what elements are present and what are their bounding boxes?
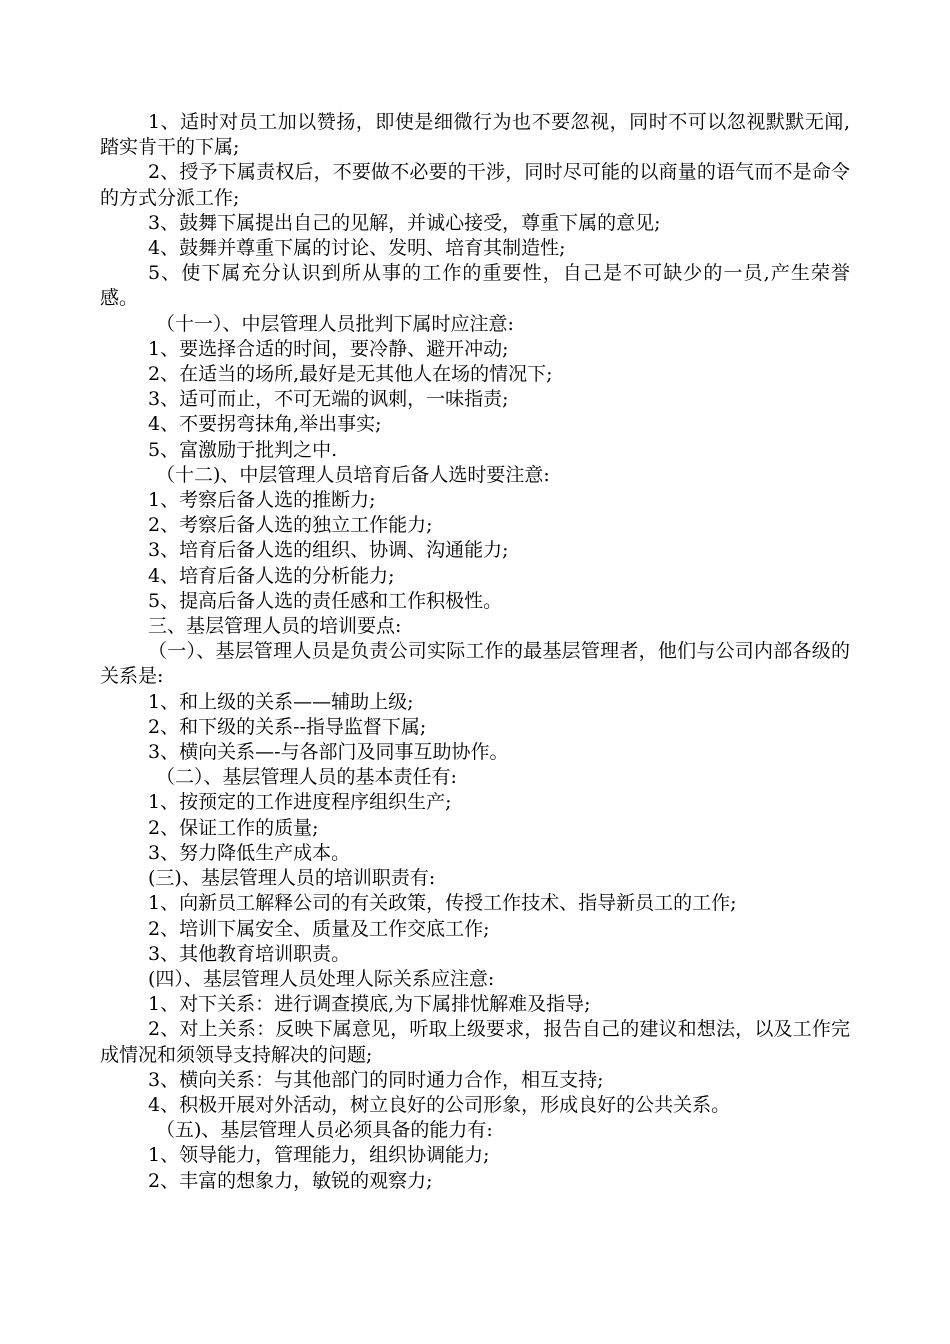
document-paragraph: 1、适时对员工加以赞扬，即使是细微行为也不要忽视，同时不可以忽视默默无闻,踏实肯干的下属; <box>100 111 850 159</box>
document-paragraph: 4、积极开展对外活动，树立良好的公司形象，形成良好的公共关系。 <box>148 1093 731 1116</box>
document-body <box>100 110 850 1194</box>
document-paragraph: 2、保证工作的质量; <box>148 816 319 839</box>
document-paragraph: 3、横向关系—-与各部门及同事互助协作。 <box>148 741 509 764</box>
document-paragraph: （一）、基层管理人员是负责公司实际工作的最基层管理者，他们与公司内部各级的关系是: <box>100 640 850 688</box>
document-paragraph: 1、对下关系：进行调查摸底,为下属排忧解难及指导; <box>148 993 591 1016</box>
document-paragraph: 1、向新员工解释公司的有关政策，传授工作技术、指导新员工的工作; <box>148 892 737 915</box>
document-paragraph: 2、授予下属责权后，不要做不必要的干涉，同时尽可能的以商量的语气而不是命令的方式分派工作; <box>100 161 850 209</box>
document-paragraph: （十一）、中层管理人员批判下属时应注意: <box>156 312 514 335</box>
document-paragraph: (三)、基层管理人员的培训职责有: <box>148 867 436 890</box>
document-paragraph: 1、考察后备人选的推断力; <box>148 489 376 512</box>
document-paragraph: 1、要选择合适的时间，要冷静、避开冲动; <box>148 337 509 360</box>
document-paragraph: 4、鼓舞并尊重下属的讨论、发明、培育其制造性; <box>148 237 566 260</box>
document-paragraph: 1、和上级的关系——辅助上级; <box>148 690 414 713</box>
document-paragraph: (四）、基层管理人员处理人际关系应注意: <box>148 967 495 990</box>
document-paragraph: 2、培训下属安全、质量及工作交底工作; <box>148 917 490 940</box>
document-paragraph: （五)、基层管理人员必须具备的能力有: <box>156 1119 493 1142</box>
document-paragraph: 2、和下级的关系--指导监督下属; <box>148 715 427 738</box>
document-paragraph: （十二)、中层管理人员培育后备人选时要注意: <box>156 463 550 486</box>
document-paragraph: 5、富激励于批判之中. <box>148 438 338 461</box>
document-paragraph: 3、鼓舞下属提出自己的见解，并诚心接受，尊重下属的意见; <box>148 211 661 234</box>
document-paragraph: 三、基层管理人员的培训要点: <box>148 615 402 638</box>
document-paragraph: 1、领导能力，管理能力，组织协调能力; <box>148 1144 490 1167</box>
document-paragraph: 4、不要拐弯抹角,举出事实; <box>148 413 382 436</box>
document-paragraph: 2、考察后备人选的独立工作能力; <box>148 514 433 537</box>
document-paragraph: 3、横向关系：与其他部门的同时通力合作，相互支持; <box>148 1068 604 1091</box>
document-paragraph: 5、提高后备人选的责任感和工作积极性。 <box>148 589 503 612</box>
document-paragraph: 2、丰富的想象力，敏锐的观察力; <box>148 1169 433 1192</box>
document-paragraph: 3、适可而止，不可无端的讽刺，一味指责; <box>148 388 509 411</box>
document-paragraph: 5、使下属充分认识到所从事的工作的重要性，自己是不可缺少的一员,产生荣誉感。 <box>100 262 850 310</box>
document-paragraph: 2、在适当的场所,最好是无其他人在场的情况下; <box>148 363 553 386</box>
document-paragraph: 2、对上关系：反映下属意见，听取上级要求，报告自己的建议和想法，以及工作完成情况和须领导支持解决的问题; <box>100 1018 850 1066</box>
document-paragraph: 3、培育后备人选的组织、协调、沟通能力; <box>148 539 509 562</box>
document-paragraph: 1、按预定的工作进度程序组织生产; <box>148 791 452 814</box>
document-paragraph: （二）、基层管理人员的基本责任有: <box>156 766 457 789</box>
document-paragraph: 3、努力降低生产成本。 <box>148 841 351 864</box>
document-paragraph: 3、其他教育培训职责。 <box>148 942 351 965</box>
document-paragraph: 4、培育后备人选的分析能力; <box>148 564 395 587</box>
